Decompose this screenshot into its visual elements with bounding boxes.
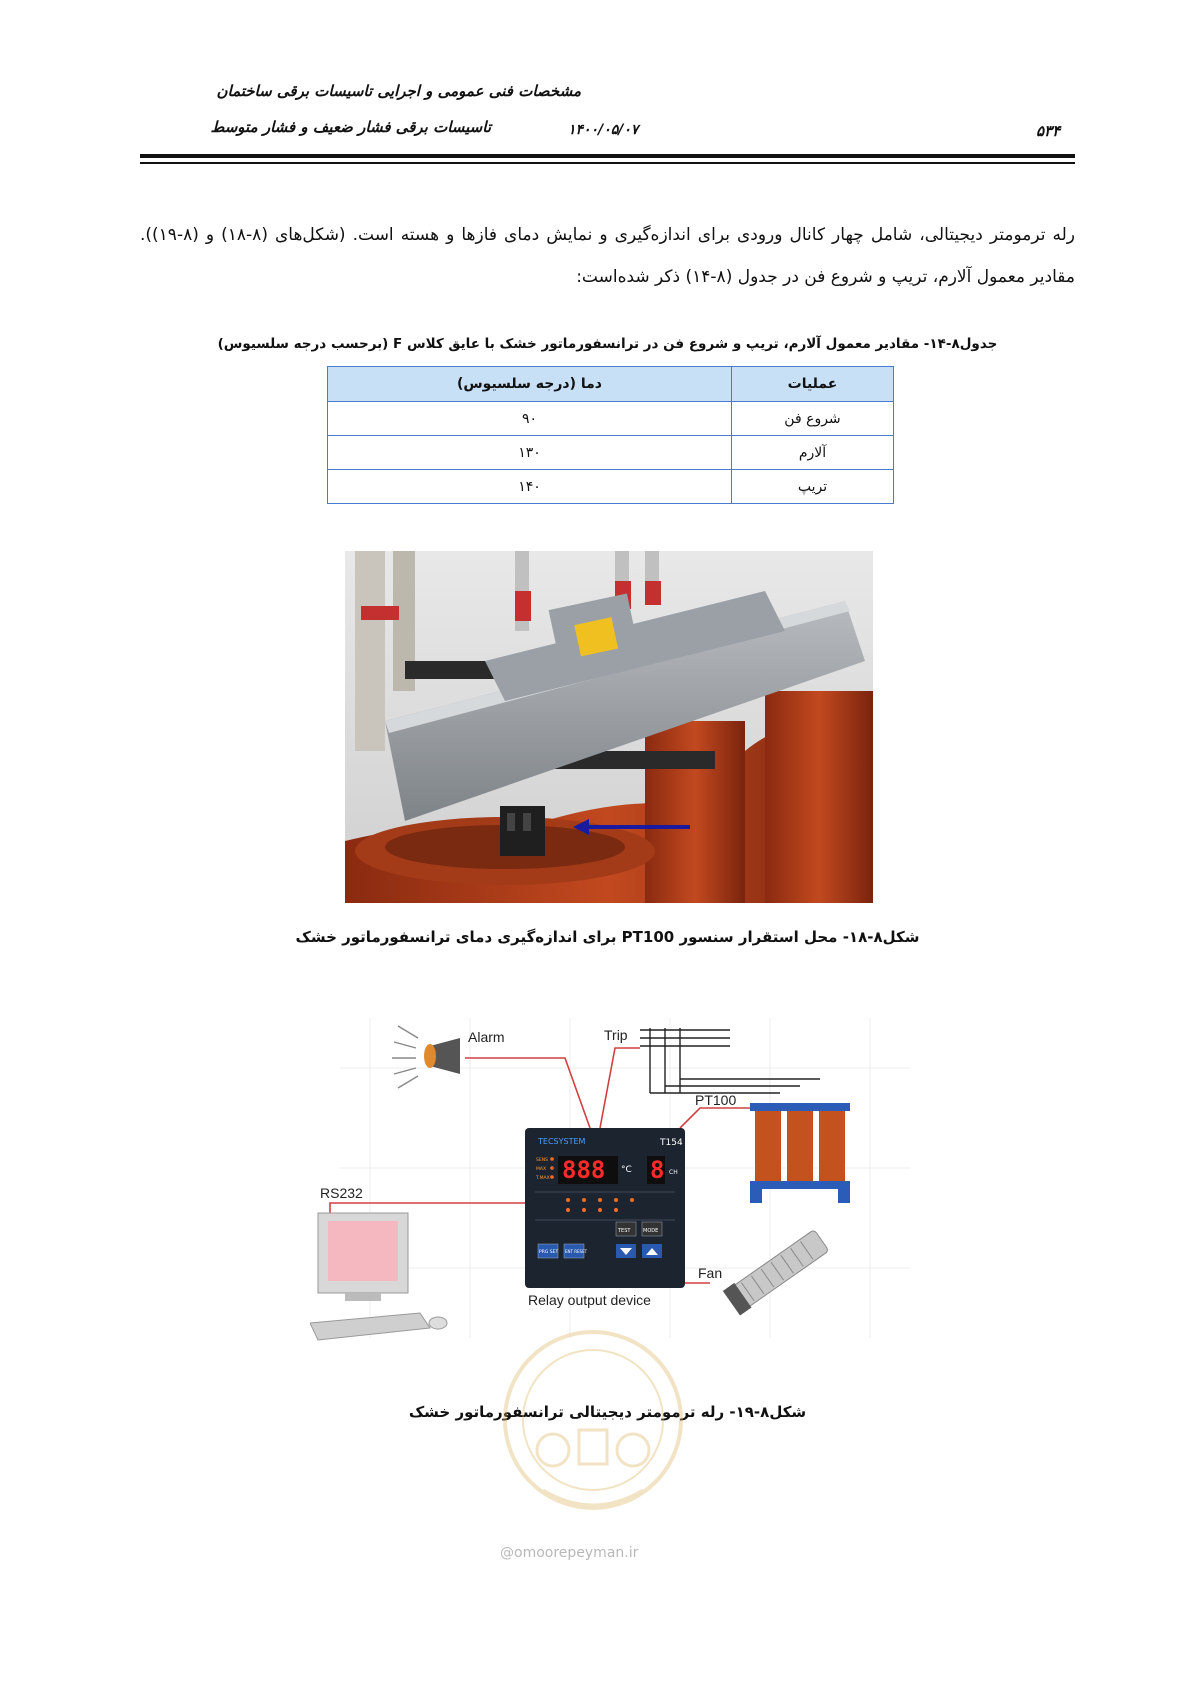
watermark-url: omoorepeyman.ir bbox=[514, 1545, 639, 1561]
table-cell-temperature: ۱۴۰ bbox=[328, 470, 732, 504]
relay-output-label: Relay output device bbox=[528, 1292, 651, 1308]
watermark-text bbox=[500, 1545, 638, 1561]
fan-label: Fan bbox=[698, 1265, 723, 1281]
table-caption: جدول۸-۱۴- مقادیر معمول آلارم، تریپ و شروع فن در ترانسفورماتور خشک با عایق کلاس F (برحسب درجه سلسیوس) bbox=[217, 336, 998, 352]
figure18-caption: شکل۸-۱۸- محل استقرار سنسور PT100 برای اندازه‌گیری دمای ترانسفورماتور خشک bbox=[295, 928, 920, 946]
channel-display: 8 bbox=[650, 1156, 665, 1184]
table-row bbox=[328, 402, 894, 436]
table-header-operation: عملیات bbox=[731, 367, 893, 402]
header-rule-thick bbox=[140, 154, 1075, 158]
figure19-caption: شکل۸-۱۹- رله ترمومتر دیجیتالی ترانسفورماتور خشک bbox=[408, 1403, 807, 1421]
page-number: ۵۳۴ bbox=[1036, 122, 1061, 140]
temperature-display: 888 bbox=[562, 1156, 606, 1184]
device-model: T154 bbox=[660, 1138, 683, 1148]
mode-button: MODE bbox=[643, 1228, 659, 1234]
trip-label: Trip bbox=[604, 1027, 628, 1043]
table-cell-temperature: ۱۳۰ bbox=[328, 436, 732, 470]
table-header-row bbox=[328, 367, 894, 402]
table-cell-temperature: ۹۰ bbox=[328, 402, 732, 436]
led-label: SENS bbox=[536, 1158, 548, 1163]
relay-device bbox=[525, 1128, 685, 1288]
document-title: مشخصات فنی عمومی و اجرایی تاسیسات برقی ساختمان bbox=[216, 82, 581, 100]
pt100-label: PT100 bbox=[695, 1092, 737, 1108]
temperature-table bbox=[327, 366, 894, 504]
channel-label: CH bbox=[669, 1169, 678, 1176]
test-button: TEST bbox=[618, 1228, 631, 1234]
at-icon: @ bbox=[500, 1545, 514, 1561]
document-subtitle: تاسیسات برقی فشار ضعیف و فشار متوسط bbox=[210, 118, 491, 136]
led-label: MAX bbox=[536, 1167, 547, 1172]
prg-set-button: PRG SET bbox=[539, 1250, 559, 1255]
alarm-label: Alarm bbox=[468, 1029, 505, 1045]
unit-label: °C bbox=[621, 1165, 632, 1175]
table-cell-operation: تریپ bbox=[731, 470, 893, 504]
document-date: ۱۴۰۰/۰۵/۰۷ bbox=[568, 122, 639, 138]
table-row bbox=[328, 470, 894, 504]
led-label: T.MAX bbox=[536, 1176, 550, 1181]
header-rule-thin bbox=[140, 162, 1075, 164]
transformer-icon bbox=[750, 1103, 850, 1203]
table-row bbox=[328, 436, 894, 470]
ent-reset-button: ENT RESET bbox=[565, 1249, 588, 1254]
table-header-temperature: دما (درجه سلسیوس) bbox=[328, 367, 732, 402]
device-brand: TECSYSTEM bbox=[538, 1137, 586, 1146]
table-cell-operation: آلارم bbox=[731, 436, 893, 470]
table-cell-operation: شروع فن bbox=[731, 402, 893, 436]
body-paragraph: رله ترمومتر دیجیتالی، شامل چهار کانال ورودی برای اندازه‌گیری و نمایش دمای فازها و هسته است. (شکل‌های (۸-۱۸) و (۸-۱۹)). مقادیر معمول آلارم، تریپ و شروع فن در جدول (۸-۱۴) ذکر شده‌است: bbox=[140, 225, 1075, 287]
transformer-sensor-photo bbox=[345, 551, 873, 903]
rs232-label: RS232 bbox=[320, 1185, 363, 1201]
